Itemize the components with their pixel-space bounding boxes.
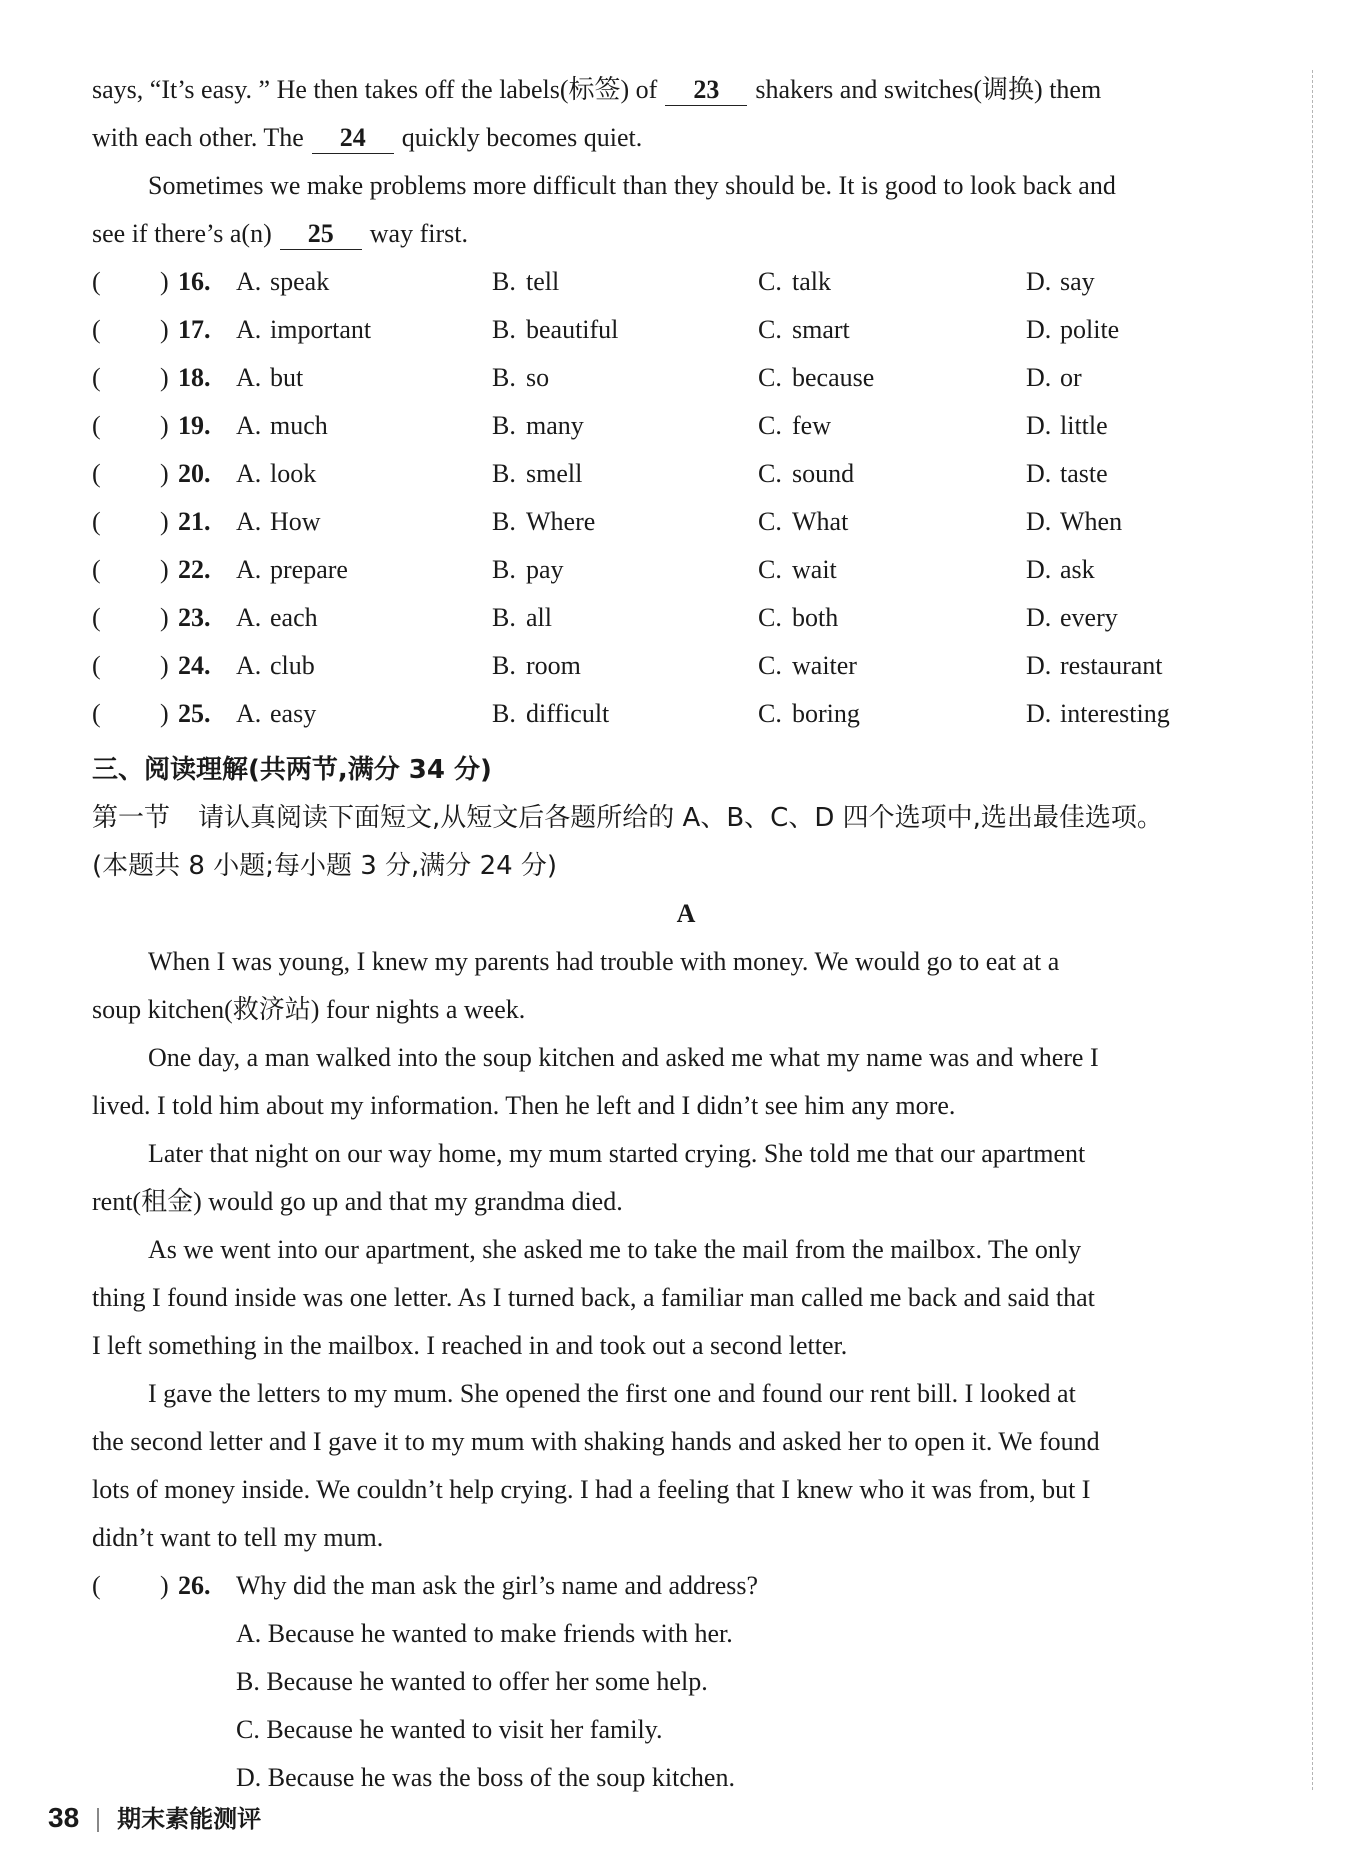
option-letter: B. — [492, 651, 516, 680]
page-number: 38 — [48, 1802, 80, 1833]
option-letter: B. — [492, 315, 516, 344]
option-letter: B. — [492, 459, 516, 488]
option-letter: C. — [758, 411, 782, 440]
option-a — [236, 546, 348, 594]
answer-paren-close: ) — [160, 651, 169, 680]
option-c — [758, 546, 837, 594]
answer-paren-close: ) — [160, 1571, 169, 1600]
option-text: pay — [526, 555, 564, 584]
option-c — [758, 642, 857, 690]
option-letter: D. — [1026, 459, 1052, 488]
option-b — [492, 594, 552, 642]
option-letter: B. — [492, 411, 516, 440]
option-letter: A. — [236, 651, 262, 680]
option-d — [1026, 258, 1095, 306]
option-d — [1026, 306, 1119, 354]
question-number: 19. — [178, 411, 211, 440]
option-letter: A. — [236, 699, 262, 728]
option-d — [1026, 498, 1122, 546]
answer-option-c: C. Because he wanted to visit her family. — [236, 1715, 663, 1744]
option-c — [758, 690, 860, 738]
answer-paren-open[interactable]: ( — [92, 1571, 101, 1600]
part1-label: 第一节 — [92, 803, 171, 833]
question-number: 20. — [178, 459, 211, 488]
question-number: 18. — [178, 363, 211, 392]
cloze-question — [92, 546, 1292, 594]
option-text: ask — [1060, 555, 1095, 584]
option-text: but — [270, 363, 304, 392]
passage-a — [92, 938, 1280, 1562]
option-letter: B. — [492, 507, 516, 536]
option-letter: B. — [492, 267, 516, 296]
passage-line: thing I found inside was one letter. As I turned back, a familiar man called me back and said that — [92, 1283, 1095, 1312]
passage-line: One day, a man walked into the soup kitchen and asked me what my name was and where I — [148, 1043, 1099, 1072]
question-26 — [92, 1562, 1292, 1610]
option-letter: D. — [1026, 363, 1052, 392]
option-text: because — [792, 363, 875, 392]
option-a — [236, 354, 303, 402]
option-text: smell — [526, 459, 583, 488]
question-number: 25. — [178, 699, 211, 728]
answer-paren-open[interactable]: ( — [92, 555, 101, 584]
part1-note: (本题共 8 小题;每小题 3 分,满分 24 分) — [92, 851, 558, 881]
option-a — [236, 642, 315, 690]
cloze-question — [92, 690, 1292, 738]
option-text: sound — [792, 459, 855, 488]
option-text: all — [526, 603, 552, 632]
passage-line: I gave the letters to my mum. She opened the first one and found our rent bill. I looked at — [148, 1379, 1076, 1408]
option-a — [236, 594, 318, 642]
answer-paren-close: ) — [160, 555, 169, 584]
answer-paren-close: ) — [160, 363, 169, 392]
option-text: many — [526, 411, 584, 440]
option-letter: D. — [1026, 411, 1052, 440]
answer-paren-close: ) — [160, 315, 169, 344]
option-letter: C. — [758, 699, 782, 728]
option-text: talk — [792, 267, 831, 296]
option-text: little — [1060, 411, 1108, 440]
option-text: taste — [1060, 459, 1108, 488]
question-number: 24. — [178, 651, 211, 680]
option-a — [236, 498, 321, 546]
question-number: 16. — [178, 267, 211, 296]
option-letter: B. — [492, 603, 516, 632]
option-d — [1026, 594, 1118, 642]
option-d — [1026, 402, 1108, 450]
question-number: 21. — [178, 507, 211, 536]
option-c — [758, 402, 831, 450]
answer-paren-open[interactable]: ( — [92, 267, 101, 296]
option-letter: B. — [492, 699, 516, 728]
answer-option-a: A. Because he wanted to make friends with her. — [236, 1619, 733, 1648]
option-text: each — [270, 603, 318, 632]
footer-separator — [97, 1808, 99, 1832]
option-text: beautiful — [526, 315, 619, 344]
answer-paren-open[interactable]: ( — [92, 363, 101, 392]
option-text: say — [1060, 267, 1095, 296]
cloze-question — [92, 306, 1292, 354]
option-text: speak — [270, 267, 330, 296]
option-letter: A. — [236, 459, 262, 488]
option-text: When — [1060, 507, 1123, 536]
option-letter: A. — [236, 411, 262, 440]
option-letter: C. — [758, 315, 782, 344]
option-c — [758, 354, 874, 402]
option-letter: C. — [758, 507, 782, 536]
option-text: look — [270, 459, 317, 488]
margin-divider — [1312, 70, 1313, 1790]
option-text: easy — [270, 699, 317, 728]
option-b — [492, 642, 581, 690]
passage-line: Sometimes we make problems more difficult than they should be. It is good to look back and — [148, 171, 1116, 200]
option-letter: D. — [1026, 267, 1052, 296]
option-letter: C. — [758, 363, 782, 392]
question-number: 17. — [178, 315, 211, 344]
answer-paren-open[interactable]: ( — [92, 459, 101, 488]
option-a — [236, 402, 328, 450]
option-letter: D. — [1026, 651, 1052, 680]
option-letter: B. — [492, 555, 516, 584]
passage-line: Later that night on our way home, my mum started crying. She told me that our apartment — [148, 1139, 1086, 1168]
blank-25: 25 — [280, 219, 362, 250]
option-text: interesting — [1060, 699, 1170, 728]
passage-line: lots of money inside. We couldn’t help crying. I had a feeling that I knew who it was from, but I — [92, 1475, 1091, 1504]
option-b — [492, 450, 582, 498]
option-text: or — [1060, 363, 1082, 392]
option-b — [492, 498, 595, 546]
option-letter: A. — [236, 555, 262, 584]
passage-line: with each other. The 24 quickly becomes quiet. — [92, 123, 643, 152]
answer-paren-close: ) — [160, 699, 169, 728]
answer-paren-close: ) — [160, 267, 169, 296]
cloze-question — [92, 642, 1292, 690]
option-text: smart — [792, 315, 850, 344]
answer-paren-open[interactable]: ( — [92, 699, 101, 728]
blank-23: 23 — [665, 75, 747, 106]
option-letter: C. — [758, 651, 782, 680]
option-b — [492, 690, 609, 738]
option-text: What — [792, 507, 849, 536]
answer-paren-open[interactable]: ( — [92, 651, 101, 680]
option-text: boring — [792, 699, 860, 728]
book-title: 期末素能测评 — [117, 1805, 262, 1833]
question-stem: Why did the man ask the girl’s name and address? — [236, 1571, 759, 1600]
option-text: prepare — [270, 555, 348, 584]
passage-line: lived. I told him about my information. Then he left and I didn’t see him any more. — [92, 1091, 956, 1120]
option-b — [492, 402, 584, 450]
option-letter: D. — [1026, 315, 1052, 344]
answer-paren-close: ) — [160, 411, 169, 440]
answer-paren-open[interactable]: ( — [92, 507, 101, 536]
option-d — [1026, 642, 1163, 690]
option-text: Where — [526, 507, 596, 536]
passage-line: I left something in the mailbox. I reached in and took out a second letter. — [92, 1331, 848, 1360]
cloze-question — [92, 594, 1292, 642]
option-letter: D. — [1026, 555, 1052, 584]
option-text: waiter — [792, 651, 857, 680]
blank-24: 24 — [312, 123, 394, 154]
answer-option-b: B. Because he wanted to offer her some help. — [236, 1667, 708, 1696]
option-letter: C. — [758, 555, 782, 584]
option-b — [492, 354, 549, 402]
cloze-question — [92, 354, 1292, 402]
option-text: every — [1060, 603, 1118, 632]
option-b — [492, 258, 559, 306]
option-letter: C. — [758, 267, 782, 296]
option-text: difficult — [526, 699, 610, 728]
option-text: polite — [1060, 315, 1120, 344]
option-c — [758, 258, 831, 306]
option-a — [236, 258, 329, 306]
answer-paren-close: ) — [160, 459, 169, 488]
answer-paren-close: ) — [160, 603, 169, 632]
option-text: wait — [792, 555, 837, 584]
option-d — [1026, 546, 1095, 594]
option-text: How — [270, 507, 321, 536]
cloze-question — [92, 258, 1292, 306]
passage-line: says, “It’s easy. ” He then takes off the labels(标签) of 23 shakers and switches(调换) them — [92, 75, 1102, 104]
option-d — [1026, 450, 1108, 498]
question-number: 26. — [178, 1571, 211, 1600]
option-b — [492, 546, 564, 594]
option-d — [1026, 354, 1082, 402]
option-a — [236, 306, 371, 354]
passage-line: As we went into our apartment, she asked me to take the mail from the mailbox. The only — [148, 1235, 1082, 1264]
option-letter: A. — [236, 507, 262, 536]
option-text: room — [526, 651, 581, 680]
option-a — [236, 690, 316, 738]
option-letter: A. — [236, 267, 262, 296]
option-text: few — [792, 411, 831, 440]
passage-line: soup kitchen(救济站) four nights a week. — [92, 995, 526, 1024]
passage-line: didn’t want to tell my mum. — [92, 1523, 384, 1552]
page-footer — [48, 1798, 261, 1839]
passage-title: A — [676, 899, 696, 928]
part1-instruction: 请认真阅读下面短文,从短文后各题所给的 A、B、C、D 四个选项中,选出最佳选项。 — [198, 803, 1163, 833]
option-b — [492, 306, 618, 354]
option-letter: D. — [1026, 603, 1052, 632]
passage-line: rent(租金) would go up and that my grandma died. — [92, 1187, 623, 1216]
question-number: 23. — [178, 603, 211, 632]
option-c — [758, 594, 838, 642]
option-text: tell — [526, 267, 560, 296]
option-text: important — [270, 315, 372, 344]
passage-line: When I was young, I knew my parents had trouble with money. We would go to eat at a — [148, 947, 1060, 976]
option-letter: A. — [236, 363, 262, 392]
option-letter: A. — [236, 315, 262, 344]
answer-option-d: D. Because he was the boss of the soup kitchen. — [236, 1763, 735, 1792]
section-heading: 三、阅读理解(共两节,满分 34 分) — [92, 755, 492, 785]
cloze-question — [92, 450, 1292, 498]
option-letter: D. — [1026, 699, 1052, 728]
option-text: club — [270, 651, 315, 680]
option-text: so — [526, 363, 550, 392]
option-a — [236, 450, 316, 498]
option-text: restaurant — [1060, 651, 1163, 680]
option-letter: B. — [492, 363, 516, 392]
part1-instruction-line — [92, 794, 1292, 842]
option-letter: C. — [758, 459, 782, 488]
option-letter: A. — [236, 603, 262, 632]
question-number: 22. — [178, 555, 211, 584]
answer-paren-close: ) — [160, 507, 169, 536]
passage-line: the second letter and I gave it to my mum with shaking hands and asked her to open it. We found — [92, 1427, 1100, 1456]
option-letter: C. — [758, 603, 782, 632]
option-c — [758, 498, 848, 546]
cloze-question — [92, 402, 1292, 450]
option-c — [758, 450, 854, 498]
option-text: both — [792, 603, 839, 632]
option-letter: D. — [1026, 507, 1052, 536]
passage-line: see if there’s a(n) 25 way first. — [92, 219, 468, 248]
option-text: much — [270, 411, 328, 440]
answer-paren-open[interactable]: ( — [92, 603, 101, 632]
cloze-passage — [92, 66, 1280, 258]
option-c — [758, 306, 850, 354]
answer-paren-open[interactable]: ( — [92, 411, 101, 440]
answer-paren-open[interactable]: ( — [92, 315, 101, 344]
cloze-question — [92, 498, 1292, 546]
option-d — [1026, 690, 1170, 738]
